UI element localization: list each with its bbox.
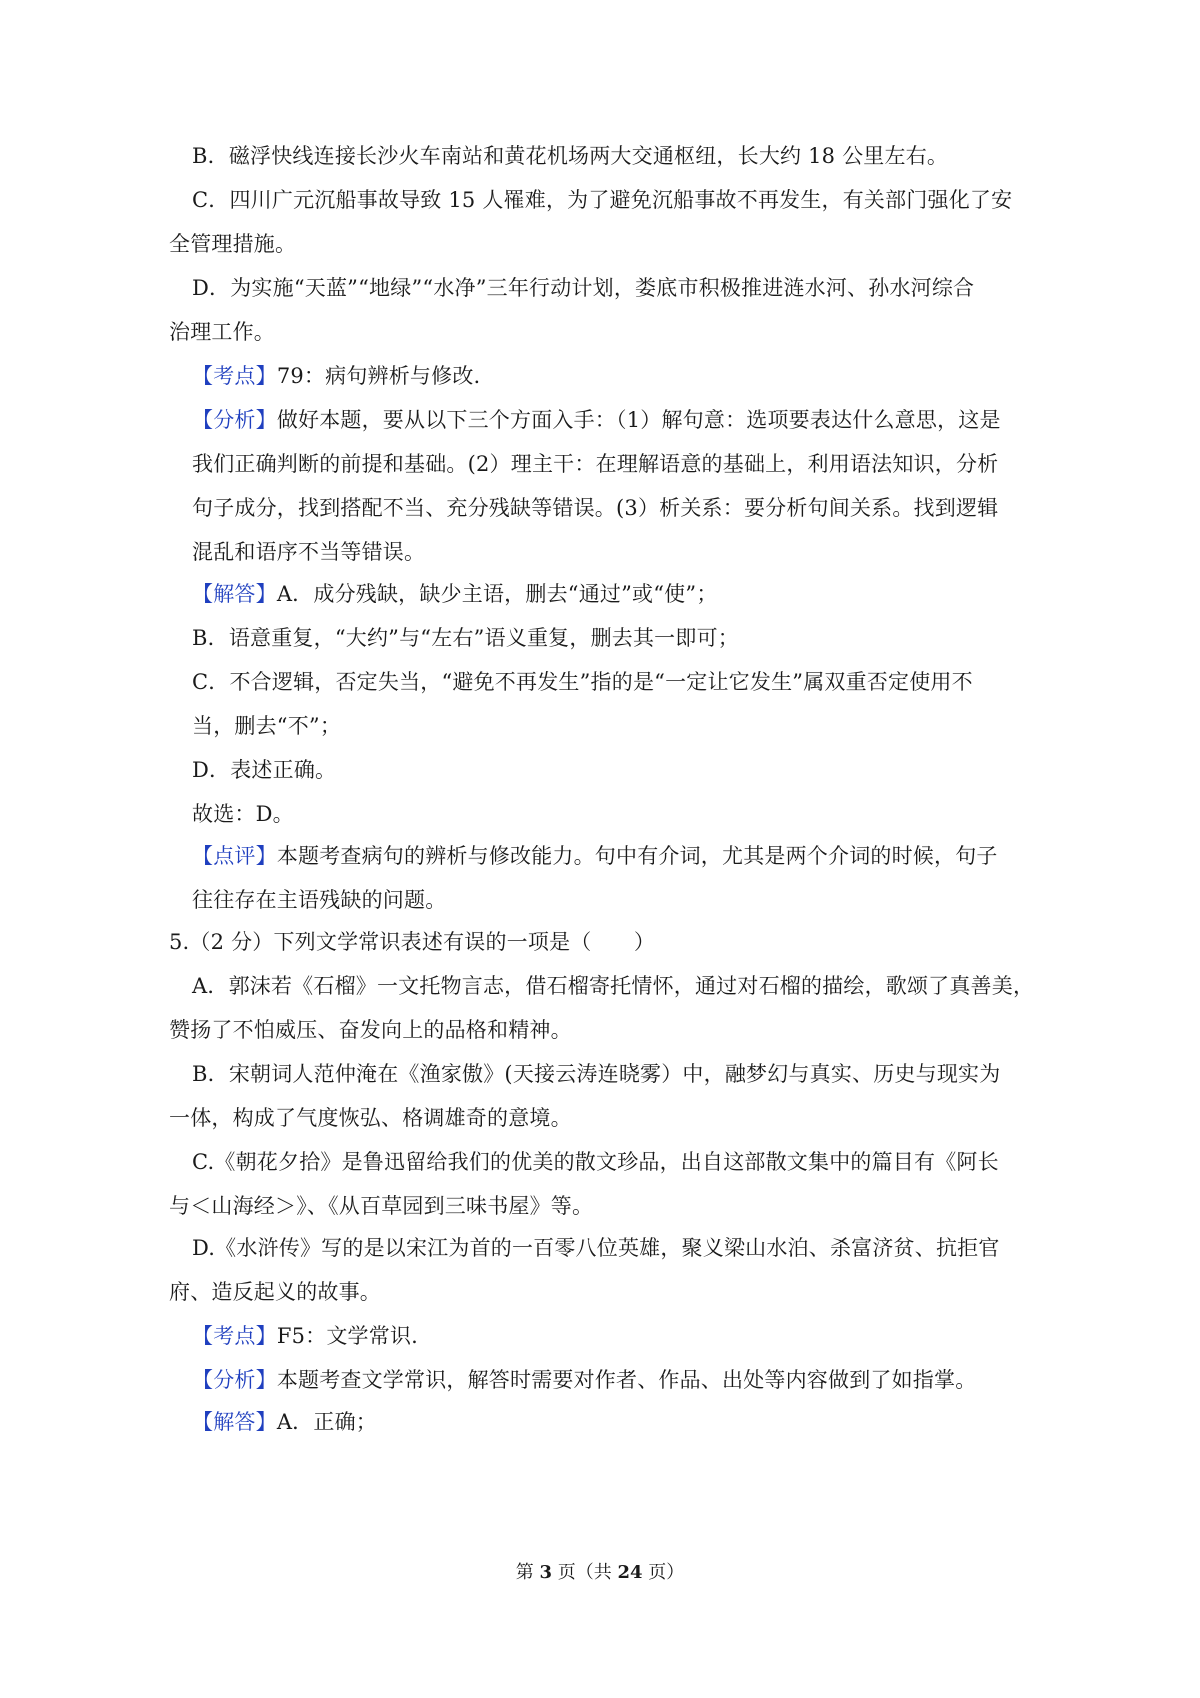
q4-fenxi-line1	[192, 406, 1001, 434]
fenxi-tag: 【分析】	[192, 1368, 277, 1392]
page-footer	[0, 1561, 1200, 1585]
q4-option-c-line1: C．四川广元沉船事故导致 15 人罹难，为了避免沉船事故不再发生，有关部门强化了安	[192, 188, 1013, 212]
q5-option-a-line2: 赞扬了不怕威压、奋发向上的品格和精神。	[169, 1018, 572, 1042]
footer-suffix: 页）	[642, 1562, 685, 1583]
fenxi-tag: 【分析】	[192, 408, 277, 432]
q5-stem: 5.（2 分）下列文学常识表述有误的一项是（ ）	[169, 930, 656, 954]
fenxi-text: 本题考查文学常识，解答时需要对作者、作品、出处等内容做到了如指掌。	[276, 1368, 977, 1392]
footer-page-number: 3	[539, 1562, 552, 1583]
q5-option-c-line1: C.《朝花夕拾》是鲁迅留给我们的优美的散文珍品，出自这部散文集中的篇目有《阿长	[192, 1150, 999, 1174]
q4-answer: 故选：D。	[192, 802, 294, 826]
fenxi-text: 做好本题，要从以下三个方面入手：（1）解句意：选项要表达什么意思，这是	[276, 408, 1001, 432]
jieda-tag: 【解答】	[192, 582, 277, 606]
q5-kaodian	[192, 1322, 418, 1350]
kaodian-tag: 【考点】	[192, 364, 277, 388]
kaodian-text: 79：病句辨析与修改.	[276, 364, 481, 388]
q5-option-b-line2: 一体，构成了气度恢弘、格调雄奇的意境。	[169, 1106, 572, 1130]
q4-option-d-line1: D．为实施“天蓝”“地绿”“水净”三年行动计划，娄底市积极推进涟水河、孙水河综合	[192, 276, 975, 300]
jieda-tag: 【解答】	[192, 1410, 277, 1434]
q4-fenxi-line4: 混乱和语序不当等错误。	[192, 540, 426, 564]
q4-dianping-line2: 往往存在主语残缺的问题。	[192, 888, 447, 912]
q4-jieda-b: B．语意重复，“大约”与“左右”语义重复，删去其一即可；	[192, 626, 739, 650]
dianping-tag: 【点评】	[192, 844, 277, 868]
q5-fenxi	[192, 1366, 976, 1394]
q5-option-d-line2: 府、造反起义的故事。	[169, 1280, 381, 1304]
q5-option-c-line2: 与＜山海经＞》、《从百草园到三味书屋》等。	[169, 1194, 594, 1218]
q4-option-c-line2: 全管理措施。	[169, 232, 297, 256]
q4-dianping-line1	[192, 842, 998, 870]
q4-kaodian	[192, 362, 480, 390]
q4-fenxi-line3: 句子成分，找到搭配不当、充分残缺等错误。(3）析关系：要分析句间关系。找到逻辑	[192, 496, 999, 520]
q4-fenxi-line2: 我们正确判断的前提和基础。(2）理主干：在理解语意的基础上，利用语法知识，分析	[192, 452, 999, 476]
q4-option-d-line2: 治理工作。	[169, 320, 275, 344]
footer-middle: 页（共	[552, 1562, 618, 1583]
dianping-text: 本题考查病句的辨析与修改能力。句中有介词，尤其是两个介词的时候，句子	[276, 844, 998, 868]
q5-jieda-a	[192, 1408, 377, 1436]
jieda-a-text: A．成分残缺，缺少主语，删去“通过”或“使”；	[276, 582, 718, 606]
footer-prefix: 第	[515, 1562, 540, 1583]
q5-option-d-line1: D.《水浒传》写的是以宋江为首的一百零八位英雄，聚义梁山水泊、杀富济贫、抗拒官	[192, 1236, 1000, 1260]
q4-jieda-a	[192, 580, 718, 608]
q4-jieda-c-line2: 当，删去“不”；	[192, 714, 342, 738]
q4-jieda-d: D．表述正确。	[192, 758, 337, 782]
kaodian-text: F5：文学常识.	[276, 1324, 419, 1348]
jieda-a-text: A．正确；	[276, 1410, 377, 1434]
q5-option-b-line1: B．宋朝词人范仲淹在《渔家傲》(天接云涛连晓雾）中，融梦幻与真实、历史与现实为	[192, 1062, 1001, 1086]
q4-option-b: B．磁浮快线连接长沙火车南站和黄花机场两大交通枢纽，长大约 18 公里左右。	[192, 144, 949, 168]
footer-total-pages: 24	[617, 1562, 643, 1583]
kaodian-tag: 【考点】	[192, 1324, 277, 1348]
q5-option-a-line1: A．郭沫若《石榴》一文托物言志，借石榴寄托情怀，通过对石榴的描绘，歌颂了真善美，	[192, 974, 1035, 998]
q4-jieda-c-line1: C．不合逻辑，否定失当，“避免不再发生”指的是“一定让它发生”属双重否定使用不	[192, 670, 973, 694]
